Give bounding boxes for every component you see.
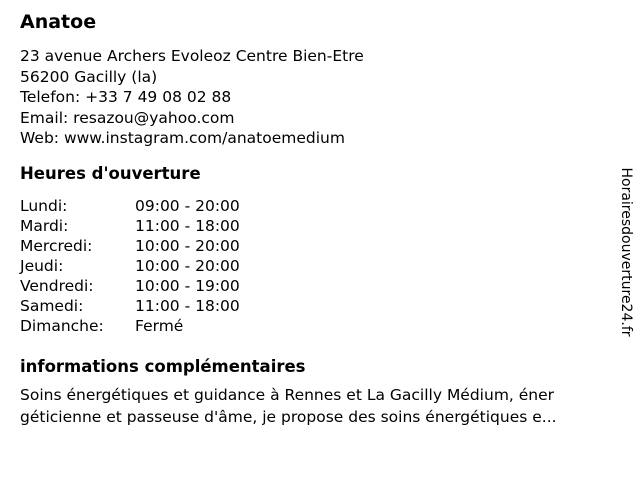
day-label: Dimanche: — [20, 316, 104, 335]
web-value: www.instagram.com/anatoemedium — [63, 129, 345, 147]
info-text-line-1: Soins énergétiques et guidance à Rennes et La Gacilly Médium, éner — [20, 385, 555, 404]
hours-table — [20, 196, 606, 336]
info-text — [20, 384, 606, 429]
hours-row-vendredi — [20, 276, 606, 296]
hours-section-title: Heures d'ouverture — [20, 163, 201, 183]
time-value: 11:00 - 18:00 — [135, 296, 240, 315]
day-label: Lundi: — [20, 196, 68, 215]
address-line-1: 23 avenue Archers Evoleoz Centre Bien-Etre — [20, 47, 364, 65]
email-line — [20, 108, 606, 129]
web-line — [20, 128, 606, 149]
hours-row-samedi — [20, 296, 606, 316]
time-value: 09:00 - 20:00 — [135, 196, 240, 215]
time-value: 10:00 - 19:00 — [135, 276, 240, 295]
email-value: resazou@yahoo.com — [73, 108, 235, 127]
email-label: Email: — [20, 108, 69, 127]
contact-block — [20, 46, 606, 149]
web-label: Web: — [20, 129, 60, 147]
hours-row-mercredi — [20, 236, 606, 256]
time-value: 11:00 - 18:00 — [135, 216, 240, 235]
hours-row-dimanche — [20, 316, 606, 336]
hours-row-lundi — [20, 196, 606, 216]
phone-value: +33 7 49 08 02 88 — [85, 88, 232, 106]
info-section-title: informations complémentaires — [20, 356, 306, 376]
day-label: Samedi: — [20, 296, 84, 315]
address-line-2: 56200 Gacilly (la) — [20, 67, 158, 86]
site-watermark: Horairesdouverture24.fr — [618, 167, 634, 337]
time-value: Fermé — [135, 316, 184, 335]
hours-row-mardi — [20, 216, 606, 236]
day-label: Mercredi: — [20, 236, 93, 255]
business-name: Anatoe — [20, 11, 97, 33]
listing-page — [0, 12, 640, 492]
hours-row-jeudi — [20, 256, 606, 276]
day-label: Mardi: — [20, 216, 69, 235]
info-text-line-2: géticienne et passeuse d'âme, je propose des soins énergétiques e... — [20, 408, 557, 426]
listing-content — [0, 12, 640, 429]
day-label: Jeudi: — [20, 256, 64, 275]
day-label: Vendredi: — [20, 276, 94, 295]
time-value: 10:00 - 20:00 — [135, 236, 240, 255]
phone-line — [20, 87, 606, 108]
phone-label: Telefon: — [20, 88, 81, 106]
time-value: 10:00 - 20:00 — [135, 256, 240, 275]
